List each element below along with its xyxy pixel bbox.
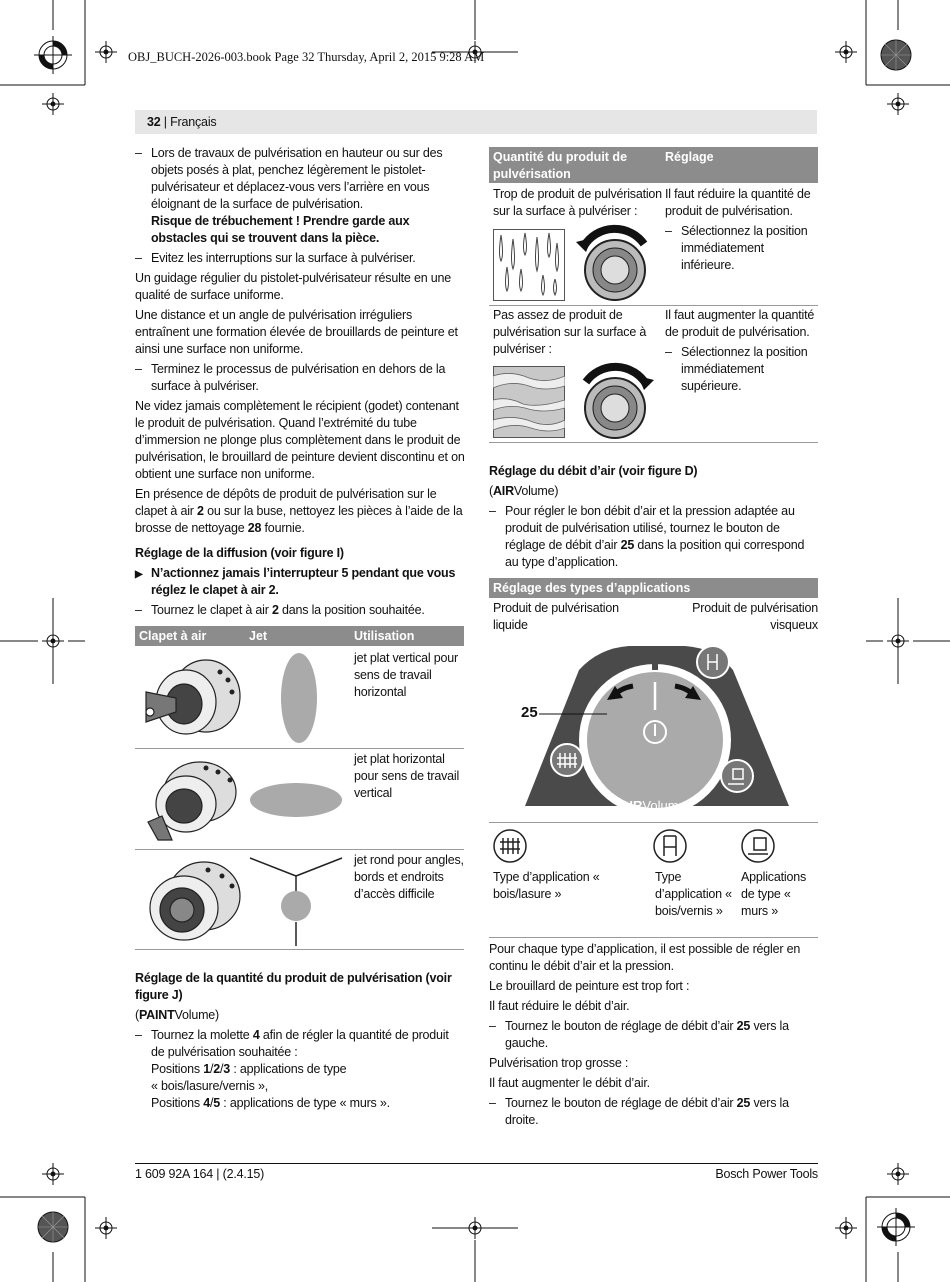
usage-text: jet rond pour angles, bords et endroits d’accès difficile bbox=[354, 853, 464, 901]
dial-icon bbox=[572, 362, 658, 442]
column-header: Clapet à air bbox=[139, 629, 207, 643]
too-little-spray-illustration bbox=[493, 366, 565, 438]
liquid-label: Produit de pulvérisation liquide bbox=[493, 601, 619, 632]
air-cap-icon bbox=[136, 856, 246, 948]
spray-pattern-icon bbox=[278, 652, 320, 744]
table-rule bbox=[489, 822, 818, 823]
safety-warning: ▶ N’actionnez jamais l’interrupteur 5 pendant que vous réglez le clapet à air 2. bbox=[135, 565, 465, 599]
tripping-warning: Risque de trébuchement ! Prendre garde aux obstacles qui se trouvent dans la pièce. bbox=[151, 214, 410, 245]
paint-volume-label: (PAINTVolume) bbox=[135, 1008, 220, 1022]
paragraph: En présence de dépôts de produit de pulvérisation sur le clapet à air 2 ou sur la buse, nettoyez les pièces à l’aide de la brosse de nettoyage 28 fournie. bbox=[135, 487, 463, 535]
paragraph: Un guidage régulier du pistolet-pulvérisateur résulte en une qualité de surface uniforme. bbox=[135, 271, 451, 302]
table-rule bbox=[135, 748, 464, 749]
airvolume-brand: AIRVolume bbox=[620, 798, 686, 813]
spray-pattern-icon bbox=[248, 856, 344, 948]
column-header: Utilisation bbox=[354, 629, 415, 643]
air-cap-table-header bbox=[135, 626, 464, 646]
section-heading: Réglage de la quantité du produit de pulvérisation (voir figure J) bbox=[135, 971, 452, 1002]
condition-text: Trop de produit de pulvérisation sur la surface à pulvériser : bbox=[493, 187, 662, 218]
bullet-item: – Terminez le processus de pulvérisation en dehors de la surface à pulvériser. bbox=[135, 361, 465, 395]
footer-left: 1 609 92A 164 | (2.4.15) bbox=[135, 1167, 265, 1181]
dial-icon bbox=[572, 224, 658, 304]
dial-callout-number: 25 bbox=[521, 704, 538, 721]
bullet-item: – Tournez le bouton de réglage de débit d’air 25 vers la gauche. bbox=[489, 1018, 819, 1052]
air-volume-label: (AIRVolume) bbox=[489, 484, 559, 498]
paragraph: Une distance et un angle de pulvérisation irréguliers entraînent une formation élevée de brouillards de peinture et ainsi une surface non uniforme. bbox=[135, 308, 458, 356]
air-volume-dial-figure bbox=[489, 640, 819, 822]
table-rule bbox=[489, 937, 818, 938]
bullet-item: – Tournez le clapet à air 2 dans la position souhaitée. bbox=[135, 602, 465, 619]
spray-pattern-icon bbox=[248, 782, 344, 818]
table-rule bbox=[135, 849, 464, 850]
usage-text: jet plat vertical pour sens de travail horizontal bbox=[354, 651, 458, 699]
paragraph: Pour chaque type d’application, il est possible de régler en continu le débit d’air et la pression. bbox=[489, 942, 801, 973]
paragraph: Le brouillard de peinture est trop fort : bbox=[489, 979, 690, 993]
table-rule bbox=[489, 305, 818, 306]
wall-icon bbox=[740, 828, 776, 864]
setting-text: Il faut réduire la quantité de produit de pulvérisation. – Sélectionnez la position immédiatement inférieure. bbox=[665, 186, 820, 274]
paragraph: Ne videz jamais complètement le récipient (godet) contenant le produit de pulvérisation. Quand l’extrémité du tube d’immersion ne plonge plus complètement dans le produit de pulvérisation, le brouillard de peinture devient discontinu et on obtient une surface non uniforme. bbox=[135, 399, 465, 481]
table-rule bbox=[489, 442, 818, 443]
table-rule bbox=[135, 949, 464, 950]
quantity-table-header bbox=[489, 147, 818, 183]
column-header: Quantité du produit de pulvérisation bbox=[493, 150, 628, 181]
section-heading: Réglage du débit d’air (voir figure D) bbox=[489, 464, 698, 478]
page-header-bar bbox=[135, 110, 817, 134]
viscous-label: Produit de pulvérisation visqueux bbox=[692, 601, 818, 632]
page-header: 32 | Français bbox=[147, 115, 217, 129]
air-cap-icon bbox=[136, 652, 246, 744]
right-column-text bbox=[489, 463, 819, 571]
footer-right: Bosch Power Tools bbox=[715, 1167, 818, 1181]
too-much-spray-illustration bbox=[493, 229, 565, 301]
left-column-text bbox=[135, 145, 465, 619]
bullet-item: – Pour régler le bon débit d’air et la pression adaptée au produit de pulvérisation utilisé, tournez le bouton de réglage de débit d’air 25 dans la position qui correspond au type d’application. bbox=[489, 503, 819, 571]
condition-text: Pas assez de produit de pulvérisation sur la surface à pulvériser : bbox=[493, 308, 647, 356]
page-language: Français bbox=[170, 115, 217, 129]
paragraph: Il faut augmenter le débit d’air. bbox=[489, 1076, 650, 1090]
app-type-label: Type d’application « bois/lasure » bbox=[493, 870, 600, 901]
bullet-item: – Lors de travaux de pulvérisation en hauteur ou sur des objets posés à plat, penchez légèrement le pistolet-pulvérisateur et déplacez-vous vers l’arrière en vous éloignant de la surface de pulvérisation. Risque de trébuchement ! Prendre garde aux obstacles qui se trouvent dans la pièce. bbox=[135, 145, 465, 247]
application-types-header: Réglage des types d’applications bbox=[489, 578, 818, 598]
setting-text: Il faut augmenter la quantité de produit de pulvérisation. – Sélectionnez la position immédiatement supérieure. bbox=[665, 307, 820, 395]
right-column-lower bbox=[489, 941, 819, 1129]
page-number: 32 bbox=[147, 115, 161, 129]
column-header: Réglage bbox=[665, 150, 714, 164]
paragraph: Il faut réduire le débit d’air. bbox=[489, 999, 630, 1013]
column-header: Jet bbox=[249, 629, 268, 643]
paragraph: Pulvérisation trop grosse : bbox=[489, 1056, 629, 1070]
section-heading: Réglage de la diffusion (voir figure I) bbox=[135, 546, 344, 560]
bullet-item: – Evitez les interruptions sur la surface à pulvériser. bbox=[135, 250, 465, 267]
footer-rule bbox=[135, 1163, 818, 1164]
fence-icon bbox=[492, 828, 528, 864]
left-column-lower bbox=[135, 970, 465, 1112]
air-cap-icon bbox=[136, 756, 246, 842]
app-type-label: Type d’application « bois/vernis » bbox=[655, 870, 732, 918]
usage-text: jet plat horizontal pour sens de travail vertical bbox=[354, 752, 460, 800]
crop-header: OBJ_BUCH-2026-003.book Page 32 Thursday, April 2, 2015 9:28 AM bbox=[128, 50, 485, 64]
app-type-label: Applications de type « murs » bbox=[741, 870, 807, 918]
bullet-item: – Tournez la molette 4 afin de régler la quantité de produit de pulvérisation souhaitée : Positions 1/2/3 : applications de type « bois/lasure/vernis », Positions 4/5 : applications de type « murs ». bbox=[135, 1027, 465, 1112]
bullet-item: – Tournez le bouton de réglage de débit d’air 25 vers la droite. bbox=[489, 1095, 819, 1129]
chair-icon bbox=[652, 828, 688, 864]
